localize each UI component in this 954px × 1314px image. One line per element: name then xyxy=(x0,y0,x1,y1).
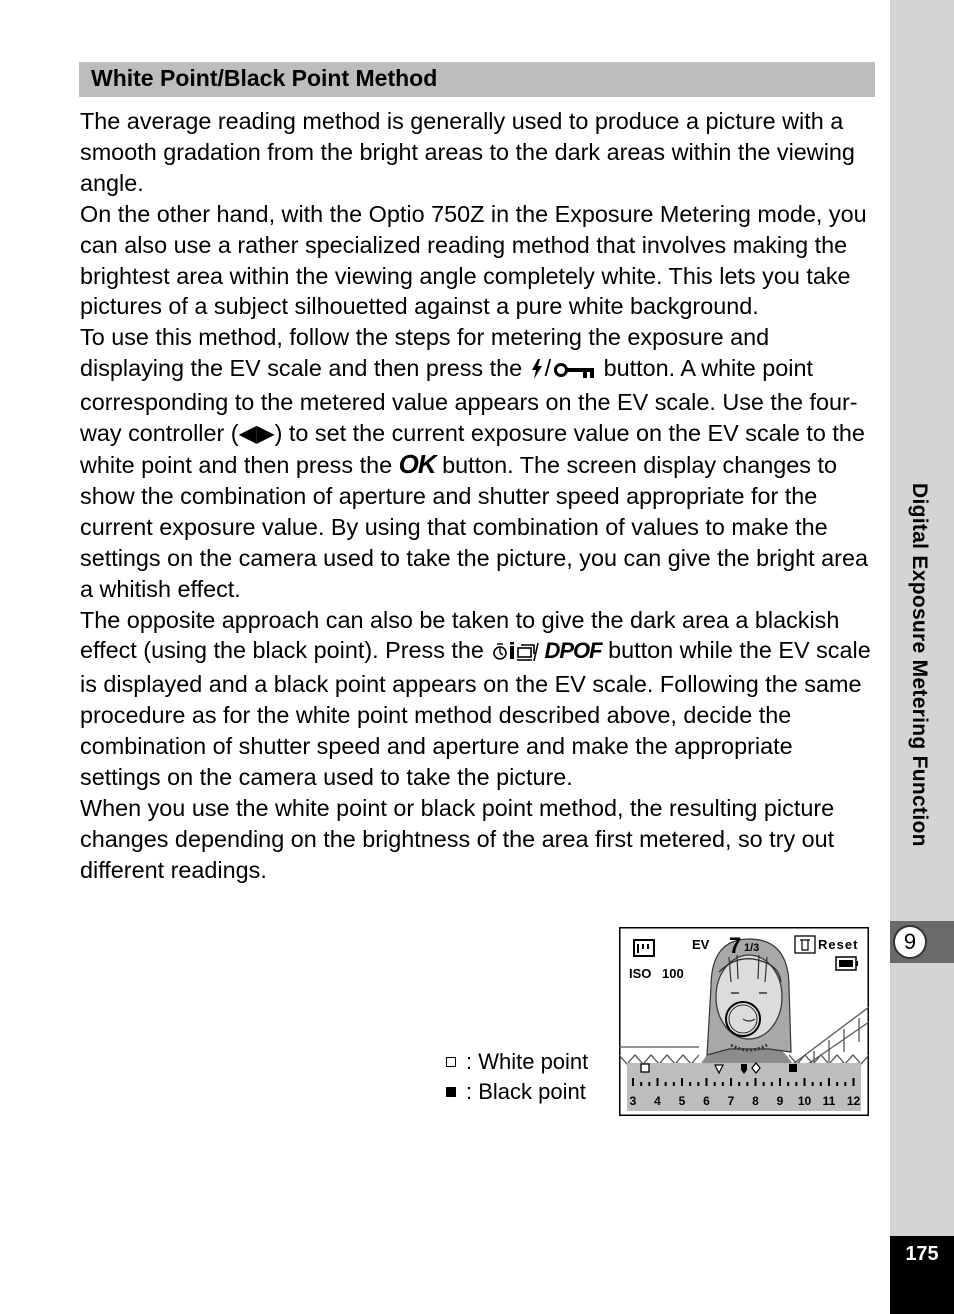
ev-scale-tick xyxy=(771,1082,773,1086)
paragraph-3-part-a: To use this method, follow the steps for metering the exposure and displaying the EV scale and then press the xyxy=(80,324,770,382)
battery-icon xyxy=(836,957,858,970)
ev-scale-tick xyxy=(665,1082,667,1086)
ev-scale-tick xyxy=(812,1082,814,1086)
paragraph-4 xyxy=(80,605,875,793)
ev-scale-tick xyxy=(632,1078,634,1086)
black-point-marker-icon xyxy=(446,1087,456,1097)
flash-lock-separator: / xyxy=(544,355,552,382)
ev-scale-number: 10 xyxy=(797,1094,812,1108)
ev-scale-tick xyxy=(828,1078,830,1086)
ev-scale-tick xyxy=(795,1082,797,1086)
ev-scale-number: 11 xyxy=(822,1094,836,1108)
ev-scale-tick xyxy=(681,1078,683,1086)
ev-scale-tick xyxy=(722,1082,724,1086)
dpof-icon: DPOF xyxy=(544,638,602,664)
reset-label: Reset xyxy=(818,937,859,952)
trash-icon xyxy=(795,936,815,953)
ev-fraction: 1/3 xyxy=(744,942,760,954)
ev-scale-tick xyxy=(844,1082,846,1086)
legend-white-point-label: : White point xyxy=(466,1049,589,1074)
paragraph-5: When you use the white point or black point method, the resulting picture changes depending on the brightness of the area first metered, so try out different readings. xyxy=(80,794,835,883)
ev-scale-tick xyxy=(714,1082,716,1086)
ev-scale-tick xyxy=(730,1078,732,1086)
paragraph-2: On the other hand, with the Optio 750Z in the Exposure Metering mode, you can also use a rather specialized reading method that involves making the brightest area within the viewing angle completely white. This lets you take pictures of a subject silhouetted against a pure white background. xyxy=(80,200,867,320)
ev-scale-tick xyxy=(657,1078,659,1086)
ev-scale-number: 9 xyxy=(776,1094,784,1108)
ev-scale-tick xyxy=(746,1082,748,1086)
paragraph-3-part-b: button. A white point corresponding to the metered value appears on the EV scale. Use the four-way controller ( xyxy=(80,355,858,447)
black-point-marker xyxy=(789,1064,797,1072)
ev-scale-tick xyxy=(689,1082,691,1086)
iso-value: 100 xyxy=(662,966,684,981)
ev-value: 7 xyxy=(729,933,742,958)
section-title: White Point/Black Point Method xyxy=(91,65,438,91)
legend-white-point xyxy=(446,1049,588,1075)
paragraph-1: The average reading method is generally used to produce a picture with a smooth gradation from the bright areas to the dark areas within the viewing angle. xyxy=(80,108,855,196)
paragraph-4-part-b: button while the EV scale is displayed and a black point appears on the EV scale. Following the same procedure as for the white point method described above, decide the combination of shutter speed and aperture and make the appropriate settings on the camera used to take the picture. xyxy=(80,637,871,791)
ev-scale-tick xyxy=(763,1082,765,1086)
ev-scale-number: 12 xyxy=(846,1094,861,1108)
ev-scale-tick xyxy=(804,1078,806,1086)
ev-scale-number: 4 xyxy=(654,1094,661,1108)
ev-scale-tick xyxy=(820,1082,822,1086)
ev-scale-tick xyxy=(779,1078,781,1086)
ev-scale-tick xyxy=(755,1078,757,1086)
page-number: 175 xyxy=(905,1243,939,1265)
paragraph-3-part-c: ) to set the current exposure value on the EV scale to the white point and then press the xyxy=(80,420,865,478)
paragraph-3-part-d: button. The screen display changes to show the combination of aperture and shutter speed appropriate for the current exposure value. By using that combination of values to make the settings on the camera used to take the picture, you can give the bright area a whitish effect. xyxy=(80,451,868,602)
ev-scale-tick xyxy=(836,1082,838,1086)
ev-scale-tick xyxy=(738,1082,740,1086)
ev-scale-number: 7 xyxy=(727,1094,735,1108)
ev-scale-number: 3 xyxy=(629,1094,637,1108)
white-point-marker-icon xyxy=(446,1057,456,1067)
body-text xyxy=(80,106,875,886)
white-point-marker xyxy=(641,1064,649,1072)
legend-black-point xyxy=(446,1079,586,1105)
ev-scale-tick xyxy=(648,1082,650,1086)
ok-button-icon: OK xyxy=(398,448,436,479)
chapter-title: Digital Exposure Metering Function xyxy=(908,483,931,847)
ev-scale-tick xyxy=(853,1078,855,1086)
paragraph-3 xyxy=(80,322,875,604)
ev-scale-number: 5 xyxy=(678,1094,686,1108)
four-way-arrows-icon: ◀▶ xyxy=(238,420,275,447)
ev-scale-tick xyxy=(640,1082,642,1086)
ev-scale-tick xyxy=(673,1082,675,1086)
chapter-number-badge: 9 xyxy=(893,925,927,959)
self-timer-drive-icon xyxy=(492,638,542,669)
iso-label: ISO xyxy=(629,966,652,981)
flash-icon xyxy=(531,356,543,387)
ev-scale-tick xyxy=(706,1078,708,1086)
paragraph-4-part-a: The opposite approach can also be taken to give the dark area a blackish effect (using the black point). Press the xyxy=(80,606,840,664)
ev-label: EV xyxy=(692,937,710,952)
key-lock-icon xyxy=(553,356,595,387)
ev-scale-number: 6 xyxy=(703,1094,710,1108)
ev-scale-tick xyxy=(787,1082,789,1086)
camera-lcd-illustration xyxy=(619,927,869,1116)
ev-scale-tick xyxy=(697,1082,699,1086)
legend-black-point-label: : Black point xyxy=(466,1079,586,1104)
ev-scale-number: 8 xyxy=(752,1094,759,1108)
